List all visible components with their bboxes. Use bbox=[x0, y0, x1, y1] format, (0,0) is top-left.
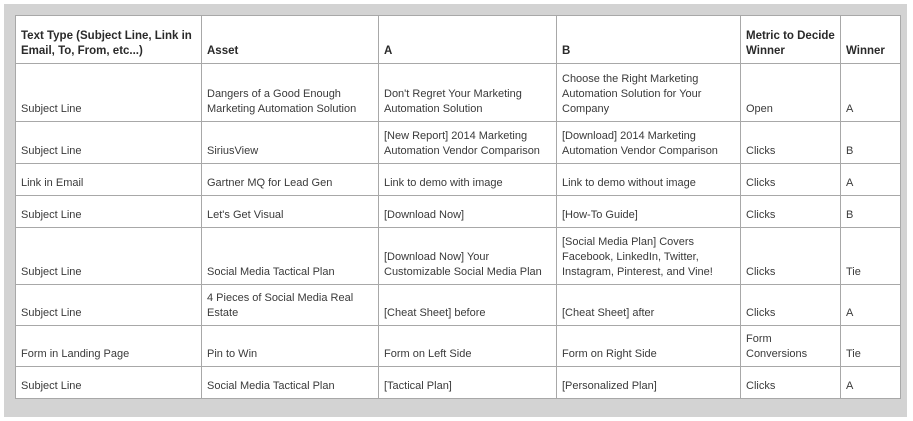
cell-asset: Social Media Tactical Plan bbox=[202, 367, 379, 399]
cell-a: [Download Now] Your Customizable Social Media Plan bbox=[379, 228, 557, 285]
cell-metric: Form Conversions bbox=[741, 326, 841, 367]
cell-text-type: Subject Line bbox=[16, 122, 202, 164]
cell-metric: Clicks bbox=[741, 367, 841, 399]
cell-b: [How-To Guide] bbox=[557, 196, 741, 228]
cell-asset: Dangers of a Good Enough Marketing Automation Solution bbox=[202, 64, 379, 122]
cell-a: [Tactical Plan] bbox=[379, 367, 557, 399]
header-winner: Winner bbox=[841, 16, 901, 64]
ab-test-table bbox=[15, 15, 901, 399]
table-row bbox=[16, 326, 901, 367]
cell-b: [Personalized Plan] bbox=[557, 367, 741, 399]
table-row bbox=[16, 64, 901, 122]
cell-asset: Let's Get Visual bbox=[202, 196, 379, 228]
cell-metric: Clicks bbox=[741, 122, 841, 164]
cell-text-type: Form in Landing Page bbox=[16, 326, 202, 367]
cell-metric: Clicks bbox=[741, 164, 841, 196]
header-asset: Asset bbox=[202, 16, 379, 64]
cell-a: [Download Now] bbox=[379, 196, 557, 228]
cell-a: [New Report] 2014 Marketing Automation Vendor Comparison bbox=[379, 122, 557, 164]
cell-metric: Clicks bbox=[741, 228, 841, 285]
header-b: B bbox=[557, 16, 741, 64]
table-row bbox=[16, 285, 901, 326]
cell-a: Link to demo with image bbox=[379, 164, 557, 196]
table-row bbox=[16, 196, 901, 228]
cell-text-type: Subject Line bbox=[16, 196, 202, 228]
header-text-type: Text Type (Subject Line, Link in Email, To, From, etc...) bbox=[16, 16, 202, 64]
cell-winner: A bbox=[841, 367, 901, 399]
cell-a: Form on Left Side bbox=[379, 326, 557, 367]
cell-b: Link to demo without image bbox=[557, 164, 741, 196]
table-frame bbox=[4, 4, 907, 417]
table-row bbox=[16, 367, 901, 399]
cell-winner: A bbox=[841, 64, 901, 122]
cell-winner: A bbox=[841, 164, 901, 196]
cell-winner: A bbox=[841, 285, 901, 326]
cell-a: Don't Regret Your Marketing Automation Solution bbox=[379, 64, 557, 122]
cell-asset: Pin to Win bbox=[202, 326, 379, 367]
cell-text-type: Subject Line bbox=[16, 285, 202, 326]
cell-asset: SiriusView bbox=[202, 122, 379, 164]
cell-text-type: Link in Email bbox=[16, 164, 202, 196]
cell-metric: Clicks bbox=[741, 196, 841, 228]
cell-b: Form on Right Side bbox=[557, 326, 741, 367]
header-row bbox=[16, 16, 901, 64]
cell-winner: B bbox=[841, 196, 901, 228]
cell-asset: 4 Pieces of Social Media Real Estate bbox=[202, 285, 379, 326]
cell-b: [Cheat Sheet] after bbox=[557, 285, 741, 326]
cell-b: [Social Media Plan] Covers Facebook, LinkedIn, Twitter, Instagram, Pinterest, and Vine! bbox=[557, 228, 741, 285]
table-row bbox=[16, 122, 901, 164]
cell-metric: Clicks bbox=[741, 285, 841, 326]
cell-text-type: Subject Line bbox=[16, 64, 202, 122]
cell-asset: Gartner MQ for Lead Gen bbox=[202, 164, 379, 196]
cell-winner: Tie bbox=[841, 228, 901, 285]
table-row bbox=[16, 228, 901, 285]
header-a: A bbox=[379, 16, 557, 64]
cell-winner: Tie bbox=[841, 326, 901, 367]
cell-a: [Cheat Sheet] before bbox=[379, 285, 557, 326]
cell-metric: Open bbox=[741, 64, 841, 122]
cell-text-type: Subject Line bbox=[16, 228, 202, 285]
cell-b: [Download] 2014 Marketing Automation Vendor Comparison bbox=[557, 122, 741, 164]
cell-asset: Social Media Tactical Plan bbox=[202, 228, 379, 285]
cell-winner: B bbox=[841, 122, 901, 164]
table-row bbox=[16, 164, 901, 196]
header-metric: Metric to Decide Winner bbox=[741, 16, 841, 64]
cell-text-type: Subject Line bbox=[16, 367, 202, 399]
cell-b: Choose the Right Marketing Automation Solution for Your Company bbox=[557, 64, 741, 122]
